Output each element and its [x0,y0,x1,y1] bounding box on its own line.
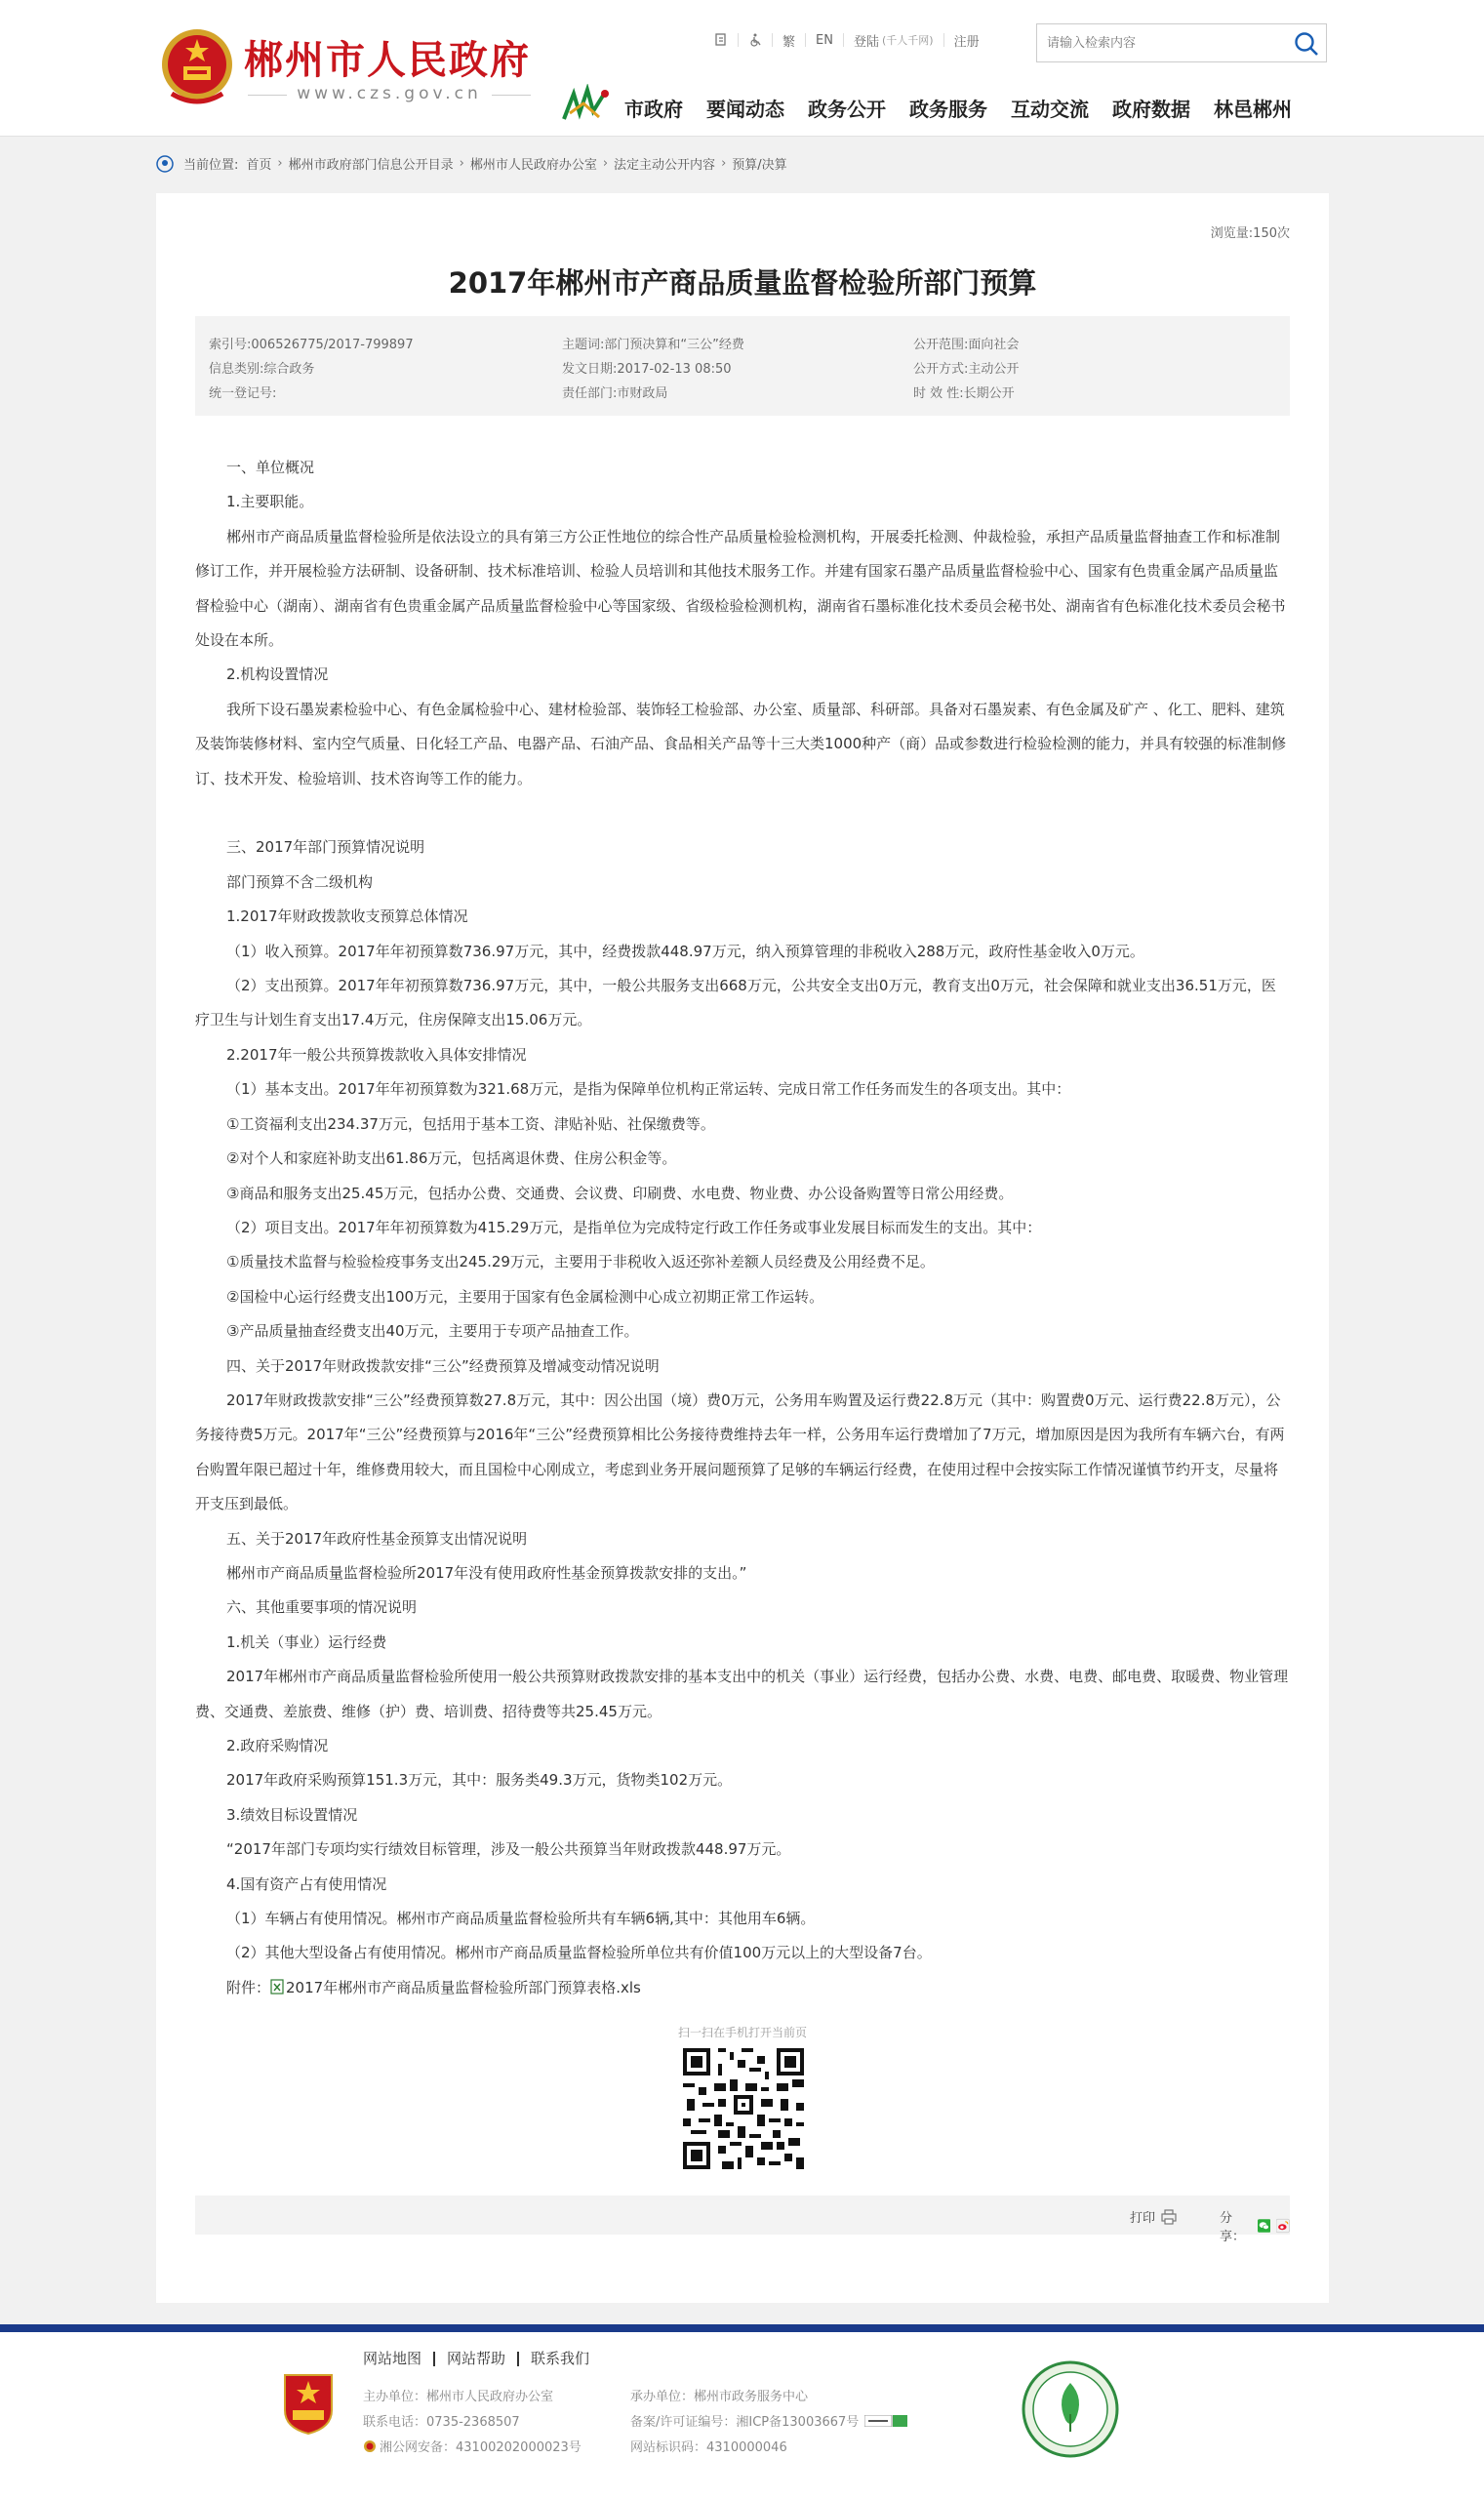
breadcrumb-home[interactable]: 首页 [246,158,272,173]
paragraph: ③产品质量抽查经费支出40万元，主要用于专项产品抽查工作。 [226,1322,639,1341]
view-count: 浏览量:150次 [1210,226,1290,241]
civilized-city-seal-icon[interactable] [1021,2359,1120,2459]
paragraph-spacer [195,796,1290,830]
paragraph: 3.绩效目标设置情况 [226,1805,358,1824]
paragraph: 2.机构设置情况 [226,665,329,684]
nav-item-government-affairs[interactable]: 政务公开 [808,98,886,121]
paragraph: 郴州市产商品质量监督检验所2017年没有使用政府性基金预算拨款安排的支出。” [226,1563,747,1582]
login-label: 登陆 [853,34,879,50]
paragraph: （1）收入预算。2017年年初预算数736.97万元，其中，经费拨款448.97万元，纳入预算管理的非税收入288万元，政府性基金收入0万元。 [226,942,1144,960]
site-name[interactable]: 郴州市人民政府 [244,38,531,83]
cnzz-icon [864,2415,907,2427]
paragraph: 1.主要职能。 [226,493,314,511]
linyi-logo-icon [560,84,613,123]
paragraph: 2017年政府采购预算151.3万元，其中：服务类49.3万元，货物类102万元。 [226,1771,733,1790]
footer-phone: 联系电话：0735-2368507 [363,2415,520,2430]
breadcrumb [156,154,787,173]
breadcrumb-separator: › [602,156,609,171]
paragraph: （1）基本支出。2017年年初预算数为321.68万元，是指为保障单位机构正常运转、完成日常工作任务而发生的各项支出。其中： [226,1080,1071,1099]
breadcrumb-catalog[interactable]: 郴州市政府部门信息公开目录 [288,158,454,173]
meta-reg-no: 统一登记号: [209,386,277,401]
attachment-link[interactable]: 2017年郴州市产商品质量监督检验所部门预算表格.xls [286,1978,641,1996]
footer-divider [0,2324,1484,2332]
search-icon[interactable] [1293,30,1320,58]
nav-item-data[interactable]: 政府数据 [1112,98,1190,121]
elder-mode-link[interactable] [739,33,773,47]
paragraph: 2017年郴州市产商品质量监督检验所使用一般公共预算财政拨款安排的基本支出中的机关（事业）运行经费，包括办公费、水费、电费、邮电费、取暖费、物业管理费、交通费、差旅费、维修（护）费、培训费、招待费等共25.45万元。 [195,1668,1289,1720]
footer-link-help[interactable]: 网站帮助 [433,2352,517,2366]
share-group [1220,2207,1290,2244]
breadcrumb-legal[interactable]: 法定主动公开内容 [614,158,716,173]
paragraph: 我所下设石墨炭素检验中心、有色金属检验中心、建材检验部、装饰轻工检验部、办公室、质量部、科研部。具备对石墨炭素、有色金属及矿产 、化工、肥料、建筑及装饰装修材料、室内空气质量、日化轻工产品、电器产品、石油产品、食品相关产品等十三大类1000种产（商）品或参数进行检验检测的能力，并具有较强的标准制修订、技术开发、检验培训、技术咨询等工作的能力。 [195,700,1287,787]
meta-subject: 主题词:部门预决算和“三公”经费 [562,338,744,352]
article-meta [195,316,1290,416]
nav-item-services[interactable]: 政务服务 [909,98,987,121]
breadcrumb-separator: › [277,156,283,171]
paragraph: 部门预算不含二级机构 [226,872,374,891]
location-pin-icon [156,155,174,173]
breadcrumb-separator: › [721,156,727,171]
footer-site-code: 网站标识码：4310000046 [630,2440,787,2455]
breadcrumb-prefix: 当前位置: [183,158,239,173]
meta-category: 信息类别:综合政务 [209,362,315,377]
paragraph: 2.政府采购情况 [226,1737,329,1755]
print-button[interactable] [1130,2207,1177,2226]
footer-link-sitemap[interactable]: 网站地图 [363,2350,422,2367]
paragraph: 五、关于2017年政府性基金预算支出情况说明 [226,1529,528,1548]
nav-item-interaction[interactable]: 互动交流 [1011,98,1089,121]
attachment-label: 附件： [226,1978,271,1996]
top-links [704,32,989,50]
accessibility-link[interactable] [704,33,739,47]
login-suffix: (千人千网) [881,34,934,47]
national-emblem-icon [158,25,236,107]
paragraph: ②国检中心运行经费支出100万元，主要用于国家有色金属检测中心成立初期正常工作运转。 [226,1287,824,1306]
paragraph: ②对个人和家庭补助支出61.86万元，包括离退休费、住房公积金等。 [226,1149,677,1168]
article-body [195,451,1290,2005]
paragraph: 四、关于2017年财政拨款安排“三公”经费预算及增减变动情况说明 [226,1356,660,1375]
article-title: 2017年郴州市产商品质量监督检验所部门预算 [448,266,1037,300]
footer-organizer: 承办单位：郴州市政务服务中心 [630,2390,809,2404]
english-link[interactable]: EN [806,33,844,47]
footer-icp-text: 备案/许可证编号：湘ICP备13003667号 [630,2415,860,2430]
footer-icp[interactable] [630,2411,907,2430]
paragraph: 4.国有资产占有使用情况 [226,1874,387,1893]
paragraph: ③商品和服务支出25.45万元，包括办公费、交通费、会议费、印刷费、水电费、物业费、办公设备购置等日常公用经费。 [226,1184,1014,1202]
paragraph: 三、2017年部门预算情况说明 [226,838,425,857]
police-badge-icon [363,2439,377,2453]
site-header [0,0,1484,137]
qr-label: 扫一扫在手机打开当前页 [677,2026,807,2039]
paragraph: 1.机关（事业）运行经费 [226,1632,387,1651]
paragraph: ①质量技术监督与检验检疫事务支出245.29万元，主要用于非税收入返还弥补差额人员经费及公用经费不足。 [226,1253,935,1271]
paragraph: 2.2017年一般公共预算拨款收入具体安排情况 [226,1045,527,1064]
qr-code-icon [679,2044,808,2173]
search-input[interactable] [1037,24,1281,61]
nav-item-city-government[interactable]: 市政府 [624,98,683,121]
attachment-row [195,1971,1290,2005]
meta-date: 发文日期:2017-02-13 08:50 [562,362,732,377]
footer-police-text: 湘公网安备：43100202000023号 [380,2440,582,2455]
paragraph: （2）其他大型设备占有使用情况。郴州市产商品质量监督检验所单位共有价值100万元以上的大型设备7台。 [226,1944,932,1962]
share-label: 分享： [1220,2211,1246,2244]
accessibility-icon [714,33,728,47]
footer-police[interactable] [363,2437,582,2455]
meta-dept: 责任部门:市财政局 [562,386,668,401]
traditional-chinese-link[interactable]: 繁 [773,33,806,47]
footer-links [363,2352,601,2366]
search-box [1036,23,1327,62]
site-domain: www.czs.gov.cn [248,84,531,103]
footer-link-contact[interactable]: 联系我们 [517,2352,601,2366]
meta-index-no: 索引号:006526775/2017-799897 [209,338,414,352]
paragraph: 2017年财政拨款安排“三公”经费预算数27.8万元，其中：因公出国（境）费0万元，公务用车购置及运行费22.8万元（其中：购置费0万元、运行费22.8万元），公务接待费5万元。2017年“三公”经费预算与2016年“三公”经费预算相比公务接待费维持去年一样，公务用车运行费增加了7万元，增加原因是因为我所有车辆六台，有两台购置年限已超过十年，维修费用较大，而且国检中心刚成立，考虑到业务开展问题预算了足够的车辆运行经费，在使用过程中会按实际工作情况谨慎节约开支，尽量将开支压到最低。 [195,1391,1285,1513]
register-link[interactable]: 注册 [953,34,980,50]
breadcrumb-separator: › [459,156,464,171]
meta-scope: 公开范围:面向社会 [913,338,1020,352]
paragraph: （2）项目支出。2017年年初预算数为415.29万元，是指单位为完成特定行政工作任务或事业发展目标而发生的支出。其中： [226,1218,1042,1236]
paragraph: （2）支出预算。2017年年初预算数736.97万元，其中，一般公共服务支出668万元，公共安全支出0万元，教育支出0万元，社会保障和就业支出36.51万元，医疗卫生与计划生育支出17.4万元，住房保障支出15.06万元。 [195,977,1276,1029]
footer-host: 主办单位：郴州市人民政府办公室 [363,2390,554,2404]
wheelchair-icon [748,33,762,47]
paragraph: （1）车辆占有使用情况。郴州市产商品质量监督检验所共有车辆6辆,其中：其他用车6辆。 [226,1910,816,1928]
paragraph: 六、其他重要事项的情况说明 [226,1598,418,1617]
meta-method: 公开方式:主动公开 [913,362,1020,377]
meta-validity: 时 效 性:长期公开 [913,386,1015,401]
breadcrumb-office[interactable]: 郴州市人民政府办公室 [469,158,597,173]
login-link[interactable] [844,33,944,50]
breadcrumb-budget[interactable]: 预算/决算 [732,158,787,173]
excel-file-icon [270,1979,284,1995]
article-card [156,193,1329,2303]
share-bar [195,2196,1290,2244]
printer-icon [1161,2209,1177,2225]
weibo-icon[interactable] [1276,2218,1290,2234]
nav-item-linyi[interactable]: 林邑郴州 [1214,98,1292,121]
paragraph: 一、单位概况 [226,459,315,476]
main-nav [624,94,1292,122]
site-footer [0,2332,1484,2499]
nav-item-news[interactable]: 要闻动态 [706,98,784,121]
paragraph: ①工资福利支出234.37万元，包括用于基本工资、津贴补贴、社保缴费等。 [226,1114,715,1133]
paragraph: 郴州市产商品质量监督检验所是依法设立的具有第三方公正性地位的综合性产品质量检验检测机构，开展委托检测、仲裁检验，承担产品质量监督抽查工作和标准制修订工作，并开展检验方法研制、设备研制、技术标准培训、检验人员培训和其他技术服务工作。并建有国家石墨产品质量监督检验中心、国家有色贵重金属产品质量监督检验中心（湖南）、湖南省有色贵重金属产品质量监督检验中心等国家级、省级检验检测机构，湖南省石墨标准化技术委员会秘书处、湖南省有色标准化技术委员会秘书处设在本所。 [195,527,1286,650]
paragraph: “2017年部门专项均实行绩效目标管理，涉及一般公共预算当年财政拨款448.97万元。 [226,1840,791,1859]
paragraph: 1.2017年财政拨款收支预算总体情况 [226,907,468,926]
party-government-badge-icon[interactable] [281,2371,336,2436]
print-label: 打印 [1130,2211,1156,2226]
wechat-icon[interactable] [1258,2218,1271,2234]
